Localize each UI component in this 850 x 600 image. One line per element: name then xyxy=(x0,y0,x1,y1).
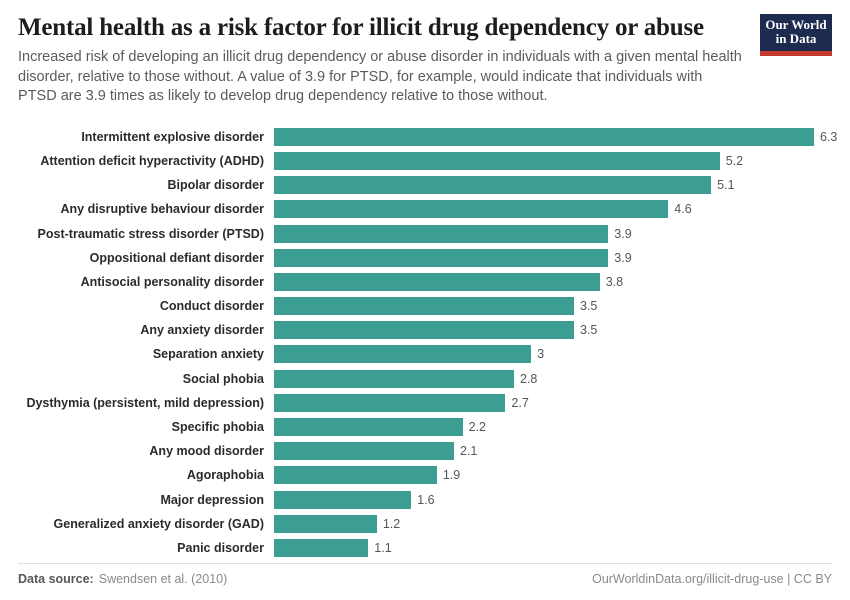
bar[interactable] xyxy=(274,345,531,363)
bar[interactable] xyxy=(274,273,600,291)
bar-track xyxy=(274,149,832,173)
bar-track xyxy=(274,125,837,149)
bar[interactable] xyxy=(274,515,377,533)
bar-track xyxy=(274,512,832,536)
bar-value-label: 1.6 xyxy=(417,492,435,507)
bar-row xyxy=(18,439,832,463)
bar-value-label: 2.2 xyxy=(468,420,486,435)
bar-track xyxy=(274,391,832,415)
bar-category-label: Social phobia xyxy=(182,371,264,386)
logo-line-1: Our World xyxy=(765,17,827,32)
bar[interactable] xyxy=(274,200,668,218)
bar-row xyxy=(18,512,832,536)
owid-logo[interactable] xyxy=(760,14,832,56)
logo-line-2: in Data xyxy=(775,30,817,46)
bar-value-label: 6.3 xyxy=(820,129,838,144)
data-source xyxy=(18,572,227,586)
bar-value-label: 5.1 xyxy=(717,178,735,193)
bar-value-label: 5.2 xyxy=(725,153,744,168)
bar-category-label: Separation anxiety xyxy=(152,347,264,362)
bar[interactable] xyxy=(274,249,608,267)
bar-track xyxy=(274,270,832,294)
bar-value-label: 3.9 xyxy=(614,250,632,265)
bar-category-label: Intermittent explosive disorder xyxy=(81,129,264,144)
bar-category-label: Oppositional defiant disorder xyxy=(89,250,264,265)
bar-track xyxy=(274,342,832,366)
bar[interactable] xyxy=(274,176,711,194)
bar-category-label: Major depression xyxy=(160,492,264,507)
bar-track xyxy=(274,221,832,245)
bar-row xyxy=(18,318,832,342)
bar-track xyxy=(274,488,832,512)
bar-track xyxy=(274,415,832,439)
bar-track xyxy=(274,439,832,463)
bar-track xyxy=(274,197,832,221)
bar-value-label: 1.1 xyxy=(374,540,392,555)
bar[interactable] xyxy=(274,442,454,460)
bar-track xyxy=(274,173,832,197)
bar[interactable] xyxy=(274,152,720,170)
bar-track xyxy=(274,294,832,318)
bar-row xyxy=(18,367,832,391)
bar-row xyxy=(18,536,832,560)
bar-track xyxy=(274,463,832,487)
bar[interactable] xyxy=(274,491,411,509)
chart-header xyxy=(18,14,832,107)
bar-category-label: Conduct disorder xyxy=(159,299,264,314)
bar[interactable] xyxy=(274,370,514,388)
bar-value-label: 3.5 xyxy=(580,299,598,314)
bar-value-label: 2.8 xyxy=(520,371,538,386)
bar-row xyxy=(18,246,832,270)
bar-category-label: Antisocial personality disorder xyxy=(80,274,264,289)
bar-row xyxy=(18,221,832,245)
bar-chart xyxy=(18,125,838,565)
bar-row xyxy=(18,125,838,149)
bar-category-label: Generalized anxiety disorder (GAD) xyxy=(53,516,264,531)
bar[interactable] xyxy=(274,394,505,412)
bar-row xyxy=(18,149,832,173)
bar-category-label: Agoraphobia xyxy=(186,468,264,483)
bar-value-label: 2.1 xyxy=(460,444,478,459)
page-title: Mental health as a risk factor for illicit drug dependency or abuse xyxy=(18,14,704,41)
bar-category-label: Post-traumatic stress disorder (PTSD) xyxy=(37,226,264,241)
bar-category-label: Any disruptive behaviour disorder xyxy=(60,202,264,217)
chart-subtitle: Increased risk of developing an illicit drug dependency or abuse disorder in individuals with a given mental health disorder, relative to those without. A value of 3.9 for PTSD, for example, would indicate that individuals with PTSD are 3.9 times as likely to develop drug dependency relative to those without. xyxy=(18,49,742,105)
bar-category-label: Any mood disorder xyxy=(149,444,264,459)
bar-value-label: 1.2 xyxy=(382,516,401,531)
bar-rows xyxy=(18,125,838,560)
bar[interactable] xyxy=(274,128,814,146)
bar-value-label: 3.9 xyxy=(614,226,632,241)
bar[interactable] xyxy=(274,297,574,315)
bar-row xyxy=(18,342,832,366)
bar-value-label: 2.7 xyxy=(511,395,529,410)
bar-category-label: Panic disorder xyxy=(177,540,264,555)
bar-row xyxy=(18,173,832,197)
bar[interactable] xyxy=(274,539,368,557)
bar-value-label: 3.8 xyxy=(605,274,624,289)
bar-track xyxy=(274,536,832,560)
data-source-label: Data source: xyxy=(18,572,94,586)
bar-category-label: Bipolar disorder xyxy=(167,178,264,193)
bar[interactable] xyxy=(274,418,463,436)
bar-row xyxy=(18,488,832,512)
bar-row xyxy=(18,391,832,415)
bar-category-label: Specific phobia xyxy=(171,420,264,435)
bar-row xyxy=(18,415,832,439)
bar[interactable] xyxy=(274,321,574,339)
attribution-link[interactable]: OurWorldinData.org/illicit-drug-use | CC BY xyxy=(592,572,832,586)
bar-row xyxy=(18,197,832,221)
bar-row xyxy=(18,294,832,318)
bar-category-label: Any anxiety disorder xyxy=(140,323,264,338)
bar-row xyxy=(18,463,832,487)
bar-value-label: 1.9 xyxy=(442,468,461,483)
bar-value-label: 3.5 xyxy=(580,323,598,338)
chart-footer xyxy=(18,563,832,586)
bar-track xyxy=(274,367,832,391)
bar-category-label: Dysthymia (persistent, mild depression) xyxy=(26,395,264,410)
bar-track xyxy=(274,246,832,270)
bar-value-label: 3 xyxy=(537,347,545,362)
bar[interactable] xyxy=(274,466,437,484)
bar-track xyxy=(274,318,832,342)
bar[interactable] xyxy=(274,225,608,243)
bar-row xyxy=(18,270,832,294)
data-source-text: Swendsen et al. (2010) xyxy=(98,572,228,586)
bar-category-label: Attention deficit hyperactivity (ADHD) xyxy=(40,153,264,168)
bar-value-label: 4.6 xyxy=(674,202,692,217)
